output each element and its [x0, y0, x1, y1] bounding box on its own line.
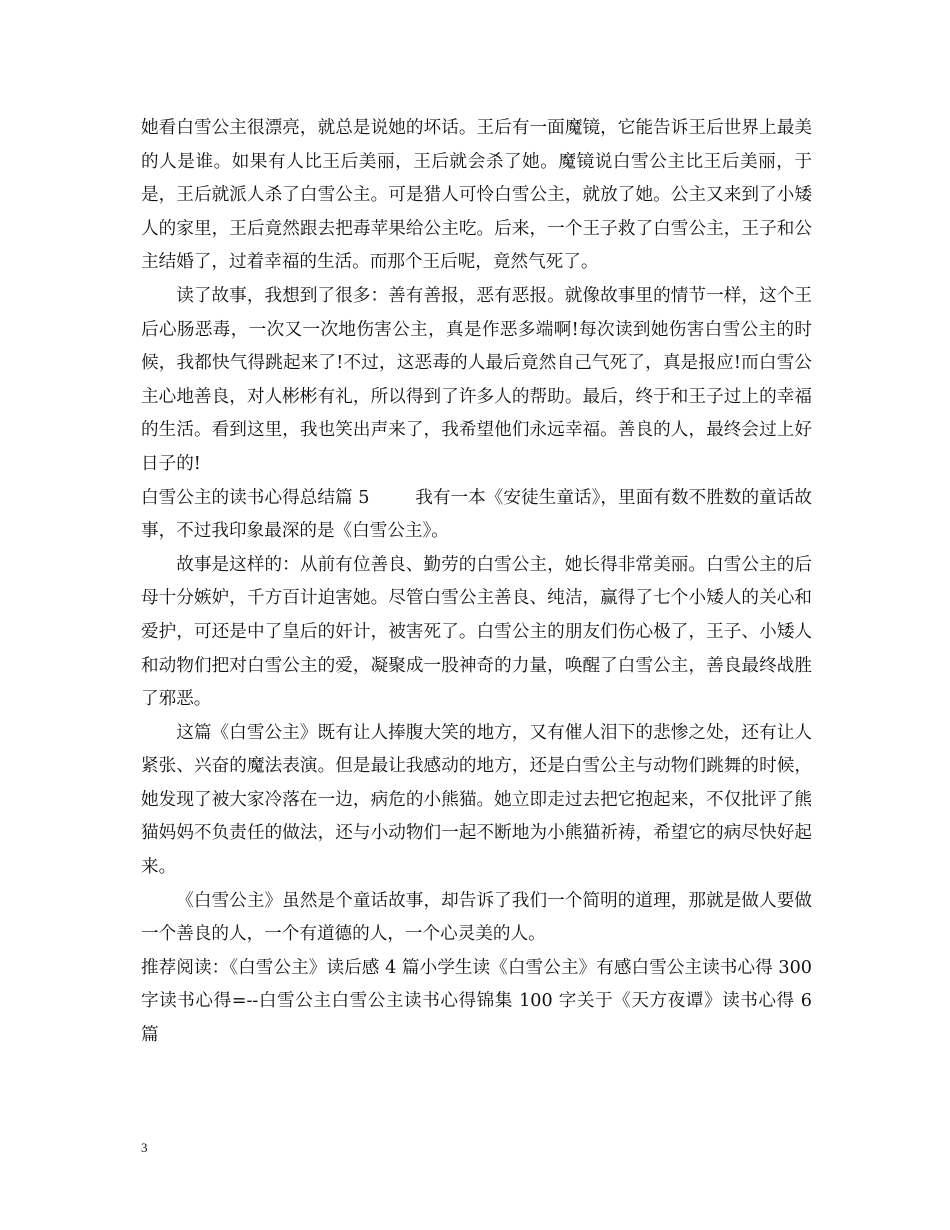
paragraph-conclusion: 《白雪公主》虽然是个童话故事，却告诉了我们一个简明的道理，那就是做人要做一个善良的人，一个有道德的人，一个心灵美的人。: [141, 890, 812, 945]
document-body: [141, 112, 812, 1053]
section-intro-text: 我有一本《安徒生童话》，里面有数不胜数的童话故事，不过我印象最深的是《白雪公主》。: [141, 487, 813, 542]
paragraph-recommended-reading: 推荐阅读：《白雪公主》读后感 4 篇小学生读《白雪公主》有感白雪公主读书心得 300 字读书心得=--白雪公主白雪公主读书心得锦集 100 字关于《天方夜谭》读书心得 6 篇: [141, 957, 812, 1046]
paragraph-section-5-intro: [141, 482, 812, 549]
section-heading: 白雪公主的读书心得总结篇 5: [141, 487, 370, 508]
paragraph-story-summary: 她看白雪公主很漂亮，就总是说她的坏话。王后有一面魔镜，它能告诉王后世界上最美的人是谁。如果有人比王后美丽，王后就会杀了她。魔镜说白雪公主比王后美丽，于是，王后就派人杀了白雪公主。可是猎人可怜白雪公主，就放了她。公主又来到了小矮人的家里，王后竟然跟去把毒苹果给公主吃。后来，一个王子救了白雪公主，王子和公主结婚了，过着幸福的生活。而那个王后呢，竟然气死了。: [141, 118, 812, 273]
paragraph-story-retelling: 故事是这样的：从前有位善良、勤劳的白雪公主，她长得非常美丽。白雪公主的后母十分嫉妒，千方百计迫害她。尽管白雪公主善良、纯洁，赢得了七个小矮人的关心和爱护，可还是中了皇后的奸计，被害死了。白雪公主的朋友们伤心极了，王子、小矮人和动物们把对白雪公主的爱，凝聚成一股神奇的力量，唤醒了白雪公主，善良最终战胜了邪恶。: [141, 554, 812, 710]
paragraph-moving-part: 这篇《白雪公主》既有让人捧腹大笑的地方，又有催人泪下的悲惨之处，还有让人紧张、兴奋的魔法表演。但是最让我感动的地方，还是白雪公主与动物们跳舞的时候，她发现了被大家冷落在一边，病危的小熊猫。她立即走过去把它抱起来，不仅批评了熊猫妈妈不负责任的做法，还与小动物们一起不断地为小熊猫祈祷，希望它的病尽快好起来。: [141, 722, 812, 878]
paragraph-reflection: 读了故事，我想到了很多：善有善报，恶有恶报。就像故事里的情节一样，这个王后心肠恶毒，一次又一次地伤害公主，真是作恶多端啊!每次读到她伤害白雪公主的时候，我都快气得跳起来了!不过，这恶毒的人最后竟然自己气死了，真是报应!而白雪公主心地善良，对人彬彬有礼，所以得到了许多人的帮助。最后，终于和王子过上的幸福的生活。看到这里，我也笑出声来了，我希望他们永远幸福。善良的人，最终会过上好日子的!: [141, 285, 812, 474]
page-number: 3: [141, 1140, 148, 1155]
